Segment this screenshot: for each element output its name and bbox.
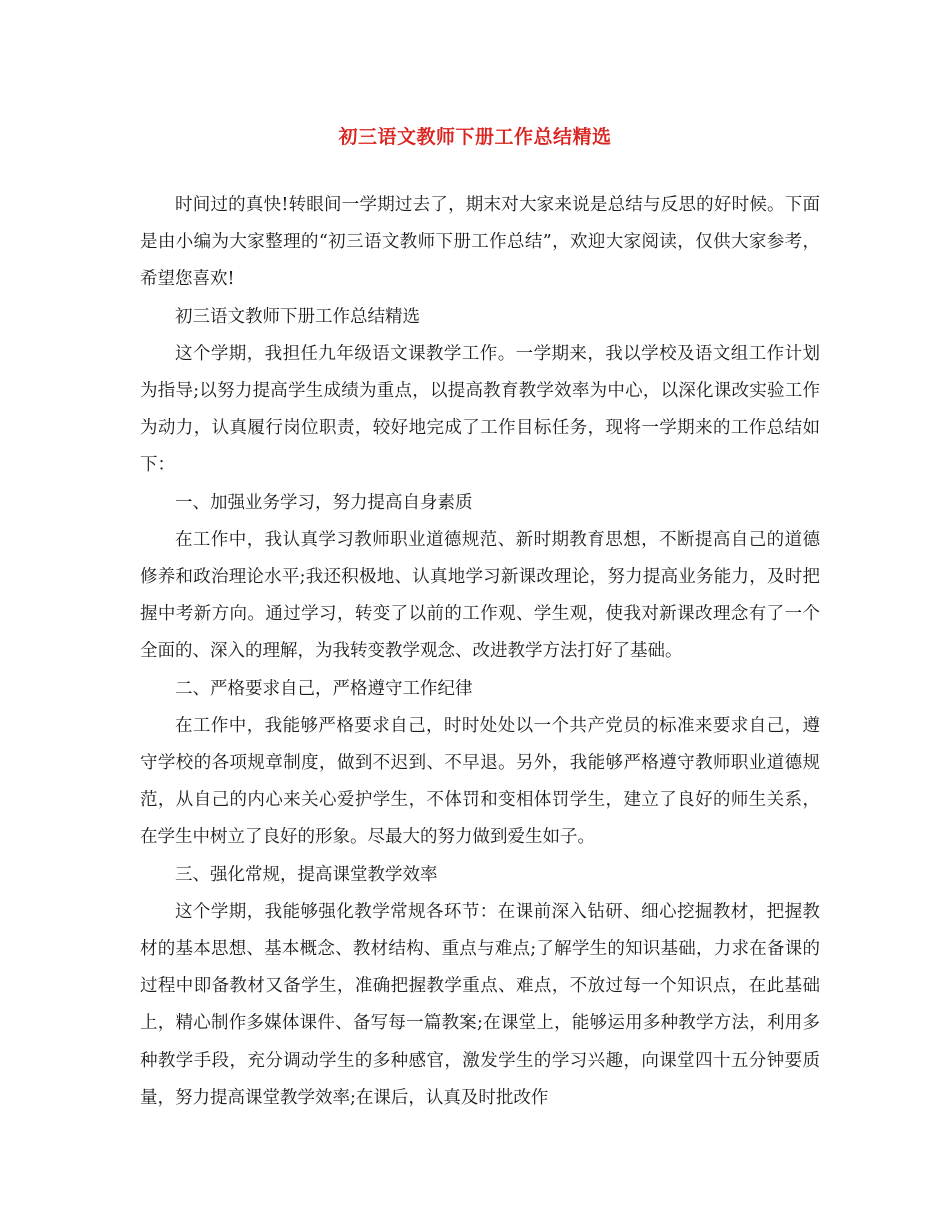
section-heading-2: 二、严格要求自己，严格遵守工作纪律 [175, 678, 473, 699]
document-title: 初三语文教师下册工作总结精选 [338, 126, 612, 148]
section-heading-1: 一、加强业务学习，努力提高自身素质 [175, 492, 473, 513]
paragraph-overview: 这个学期，我担任九年级语文课教学工作。一学期来，我以学校及语文组工作计划为指导;以努力提高学生成绩为重点，以提高教育教学效率为中心，以深化课改实验工作为动力，认真履行岗位职责，较好地完成了工作目标任务，现将一学期来的工作总结如下： [140, 343, 820, 476]
paragraph-section-1: 在工作中，我认真学习教师职业道德规范、新时期教育思想，不断提高自己的道德修养和政治理论水平;我还积极地、认真地学习新课改理论，努力提高业务能力，及时把握中考新方向。通过学习，转变了以前的工作观、学生观，使我对新课改理念有了一个全面的、深入的理解，为我转变教学观念、改进教学方法打好了基础。 [140, 529, 820, 662]
paragraph-intro: 时间过的真快!转眼间一学期过去了，期末对大家来说是总结与反思的好时候。下面是由小编为大家整理的“初三语文教师下册工作总结”，欢迎大家阅读，仅供大家参考，希望您喜欢! [140, 195, 820, 290]
paragraph-section-3: 这个学期，我能够强化教学常规各环节：在课前深入钻研、细心挖掘教材，把握教材的基本思想、基本概念、教材结构、重点与难点;了解学生的知识基础，力求在备课的过程中即备教材又备学生，准确把握教学重点、难点，不放过每一个知识点，在此基础上，精心制作多媒体课件、备写每一篇教案;在课堂上，能够运用多种教学方法，利用多种教学手段，充分调动学生的多种感官，激发学生的学习兴趣，向课堂四十五分钟要质量，努力提高课堂教学效率;在课后，认真及时批改作 [140, 901, 820, 1108]
section-heading-3: 三、强化常规，提高课堂教学效率 [175, 864, 438, 885]
paragraph-subtitle: 初三语文教师下册工作总结精选 [175, 306, 420, 327]
paragraph-section-2: 在工作中，我能够严格要求自己，时时处处以一个共产党员的标准来要求自己，遵守学校的各项规章制度，做到不迟到、不早退。另外，我能够严格遵守教师职业道德规范，从自己的内心来关心爱护学生，不体罚和变相体罚学生，建立了良好的师生关系，在学生中树立了良好的形象。尽最大的努力做到爱生如子。 [140, 715, 820, 848]
document-body [140, 187, 820, 1117]
